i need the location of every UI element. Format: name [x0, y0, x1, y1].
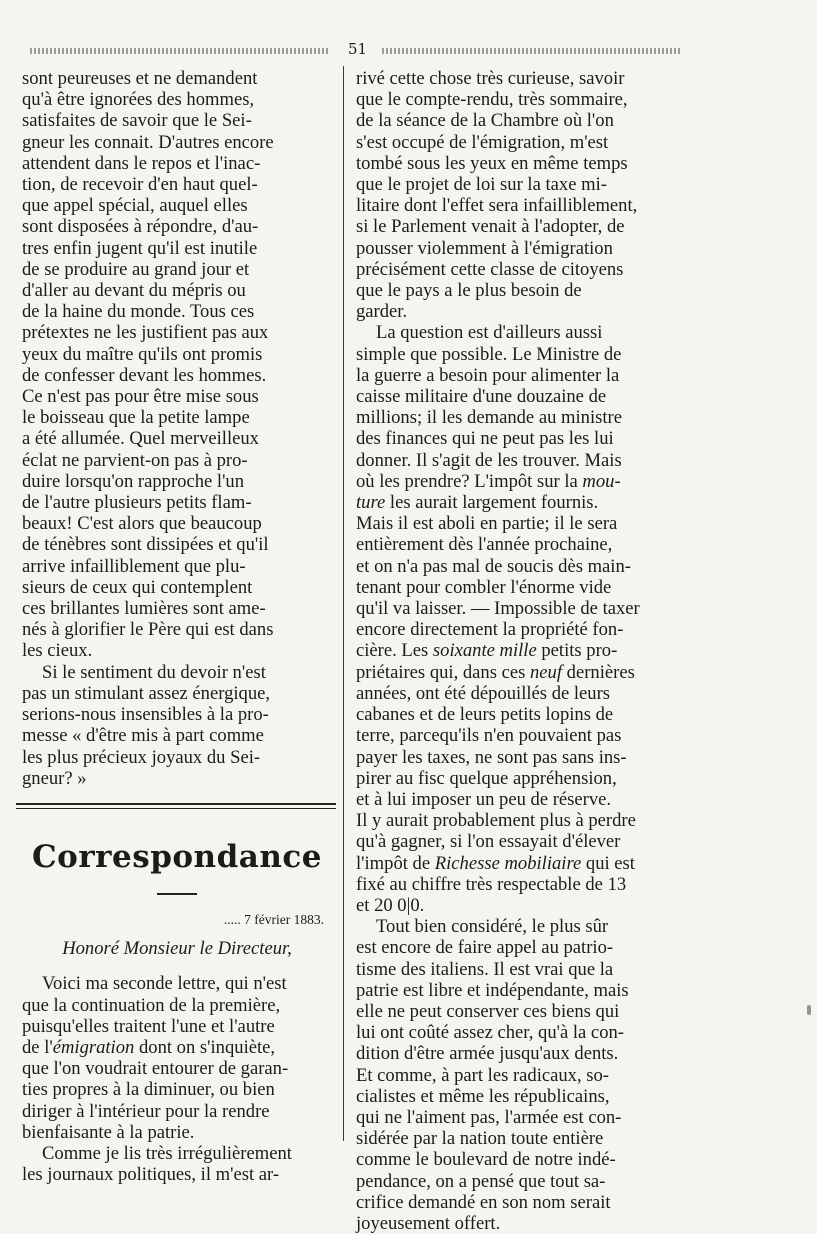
- text-line: [356, 1128, 674, 1149]
- text-line: [356, 195, 674, 216]
- text-run: des finances qui ne peut pas les lui: [356, 428, 614, 450]
- section-rule: [16, 803, 336, 809]
- header-ornament-left: [30, 48, 330, 54]
- text-run: cialistes et même les républicains,: [356, 1085, 610, 1107]
- text-line: [356, 428, 674, 449]
- text-line: Si le sentiment du devoir n'est: [42, 661, 266, 683]
- text-line: nés à glorifier le Père qui est dans: [22, 619, 274, 641]
- text-run: de la séance de la Chambre où l'on: [356, 110, 614, 132]
- text-line: [356, 216, 674, 237]
- text-line: [356, 1065, 674, 1086]
- text-run: encore directement la propriété fon-: [356, 619, 624, 641]
- text-run: Il y aurait probablement plus à perdre: [356, 810, 636, 832]
- text-line: [356, 89, 674, 110]
- italic-run: soixante mille: [432, 640, 537, 662]
- text-line: Comme je lis très irrégulièrement: [42, 1142, 292, 1164]
- text-line: gneur? »: [22, 767, 87, 789]
- text-run: millions; il les demande au ministre: [356, 407, 622, 429]
- text-line: [22, 1079, 332, 1100]
- text-line: [356, 471, 674, 492]
- text-line: [356, 683, 674, 704]
- letter-salutation: Honoré Monsieur le Directeur,: [62, 938, 292, 960]
- text-run: Voici ma seconde lettre, qui n'est: [42, 973, 287, 995]
- text-line: arrive infailliblement que plu-: [22, 555, 246, 577]
- text-line: [356, 768, 674, 789]
- text-line: [356, 365, 674, 386]
- text-line: sieurs de ceux qui contemplent: [22, 576, 253, 598]
- text-run: fixé au chiffre très respectable de 13: [356, 873, 627, 895]
- text-line: [356, 386, 674, 407]
- text-line: [356, 895, 674, 916]
- text-line: [356, 301, 674, 322]
- text-run: garder.: [356, 301, 408, 323]
- text-run: joyeusement offert.: [356, 1212, 501, 1234]
- text-line: éclat ne parvient-on pas à pro-: [22, 449, 248, 471]
- text-run: que le compte-rendu, très sommaire,: [356, 89, 628, 111]
- text-run: où les prendre? L'impôt sur la: [356, 470, 583, 492]
- text-line: [356, 598, 674, 619]
- text-line: [356, 662, 674, 683]
- text-line: [356, 259, 674, 280]
- text-line: [356, 534, 674, 555]
- text-line: [356, 577, 674, 598]
- italic-run: Richesse mobiliaire: [434, 852, 582, 874]
- text-line: les cieux.: [22, 640, 93, 662]
- text-line: [356, 450, 674, 471]
- text-run: terre, parcequ'ils n'en pouvaient pas: [356, 725, 622, 747]
- paragraph: [22, 1143, 332, 1185]
- text-run: bienfaisante à la patrie.: [22, 1121, 195, 1143]
- text-line: [356, 556, 674, 577]
- text-line: beaux! C'est alors que beaucoup: [22, 513, 262, 535]
- text-run: l'impôt de: [356, 852, 435, 874]
- text-run: que l'on voudrait entourer de garan-: [22, 1058, 289, 1080]
- scan-speck: [807, 1005, 811, 1015]
- text-run: rivé cette chose très curieuse, savoir: [356, 68, 625, 89]
- italic-run: émigration: [52, 1036, 135, 1058]
- text-line: [356, 874, 674, 895]
- left-column: [22, 68, 332, 1185]
- letter-date: ..... 7 février 1883.: [223, 911, 324, 927]
- text-line: [356, 1001, 674, 1022]
- text-run: que le pays a le plus besoin de: [356, 280, 582, 302]
- text-line: attendent dans le repos et l'inac-: [22, 152, 261, 174]
- text-line: [356, 280, 674, 301]
- text-line: satisfaites de savoir que le Sei-: [22, 110, 252, 132]
- right-column: [356, 68, 674, 1234]
- text-run: et à lui imposer un peu de réserve.: [356, 788, 612, 810]
- text-line: [356, 174, 674, 195]
- text-line: [356, 619, 674, 640]
- text-line: yeux du maître qu'ils ont promis: [22, 343, 263, 365]
- text-line: prétextes ne les justifient pas aux: [22, 322, 269, 344]
- text-line: [356, 1171, 674, 1192]
- text-line: tion, de recevoir d'en haut quel-: [22, 174, 258, 196]
- page-number: 51: [348, 40, 368, 58]
- text-line: de se produire au grand jour et: [22, 258, 250, 280]
- text-line: [356, 704, 674, 725]
- text-run: La question est d'ailleurs aussi: [376, 322, 603, 344]
- text-run: sidérée par la nation toute entière: [356, 1128, 604, 1150]
- text-line: [356, 937, 674, 958]
- text-run: patrie est libre et indépendante, mais: [356, 979, 629, 1001]
- text-run: simple que possible. Le Ministre de: [356, 343, 622, 365]
- text-line: [356, 1022, 674, 1043]
- text-run: dernières: [562, 661, 635, 683]
- text-run: qui est: [581, 852, 635, 874]
- text-line: de ténèbres sont dissipées et qu'il: [22, 534, 269, 556]
- text-line: [22, 1016, 332, 1037]
- text-line: [356, 153, 674, 174]
- text-line: d'aller au devant du mépris ou: [22, 280, 246, 302]
- text-run: elle ne peut conserver ces biens qui: [356, 1000, 620, 1022]
- text-run: litaire dont l'effet sera infailliblement,: [356, 195, 638, 217]
- text-run: Et comme, à part les radicaux, so-: [356, 1064, 609, 1086]
- paragraph-block: [356, 68, 674, 1234]
- text-line: [356, 492, 674, 513]
- text-line: [356, 725, 674, 746]
- text-run: caisse militaire d'une douzaine de: [356, 386, 607, 408]
- text-run: la guerre a besoin pour alimenter la: [356, 364, 620, 386]
- text-run: si le Parlement venait à l'adopter, de: [356, 216, 625, 238]
- text-run: que le projet de loi sur la taxe mi-: [356, 174, 607, 196]
- text-line: [356, 789, 674, 810]
- text-run: cabanes et de leurs petits lopins de: [356, 704, 614, 726]
- text-line: que appel spécial, auquel elles: [22, 195, 248, 217]
- text-line: ces brillantes lumières sont ame-: [22, 598, 266, 620]
- text-run: crifice demandé en son nom serait: [356, 1191, 611, 1213]
- text-line: pas un stimulant assez énergique,: [22, 682, 271, 704]
- text-line: [22, 1122, 332, 1143]
- text-line: [356, 853, 674, 874]
- text-line: de la haine du monde. Tous ces: [22, 301, 255, 323]
- text-run: tombé sous les yeux en même temps: [356, 152, 628, 174]
- text-run: dont on s'inquiète,: [134, 1036, 276, 1058]
- text-line: [22, 1058, 332, 1079]
- section-heading: Correspondance: [32, 838, 322, 875]
- text-line: [356, 110, 674, 131]
- text-line: de confesser devant les hommes.: [22, 364, 267, 386]
- paragraph: [22, 662, 332, 789]
- text-run: Tout bien considéré, le plus sûr: [376, 916, 609, 938]
- text-line: serions-nous insensibles à la pro-: [22, 704, 269, 726]
- text-run: payer les taxes, ne sont pas sans ins-: [356, 746, 627, 768]
- text-line: messe « d'être mis à part comme: [22, 725, 264, 747]
- text-line: [356, 747, 674, 768]
- text-line: tres enfin jugent qu'il est inutile: [22, 237, 258, 259]
- italic-run: neuf: [530, 661, 563, 683]
- text-line: de l'autre plusieurs petits flam-: [22, 492, 252, 514]
- text-line: gneur les connait. D'autres encore: [22, 131, 274, 153]
- text-run: pendance, on a pensé que tout sa-: [356, 1170, 606, 1192]
- text-run: priétaires qui, dans ces: [356, 661, 530, 683]
- text-line: [356, 132, 674, 153]
- text-run: donner. Il s'agit de les trouver. Mais: [356, 449, 622, 471]
- text-line: les plus précieux joyaux du Sei-: [22, 746, 261, 768]
- text-line: [356, 513, 674, 534]
- text-run: tisme des italiens. Il est vrai que la: [356, 958, 614, 980]
- text-run: ties propres à la diminuer, ou bien: [22, 1079, 275, 1101]
- text-run: années, ont été dépouillés de leurs: [356, 682, 611, 704]
- text-run: entièrement dès l'année prochaine,: [356, 534, 613, 556]
- text-run: petits pro-: [536, 640, 618, 662]
- text-line: [356, 1086, 674, 1107]
- text-line: [356, 1043, 674, 1064]
- italic-run: ture: [356, 492, 386, 514]
- text-line: [356, 407, 674, 428]
- text-run: et on n'a pas mal de soucis dès main-: [356, 555, 631, 577]
- text-run: comme le boulevard de notre indé-: [356, 1149, 616, 1171]
- text-line: [356, 1149, 674, 1170]
- column-divider: [343, 66, 344, 1141]
- text-run: et 20 0|0.: [356, 894, 425, 916]
- text-line: sont peureuses et ne demandent: [22, 68, 258, 89]
- text-run: diriger à l'intérieur pour la rendre: [22, 1100, 270, 1122]
- text-run: dition d'être armée jusqu'aux dents.: [356, 1043, 619, 1065]
- text-line: les journaux politiques, il m'est ar-: [22, 1164, 280, 1186]
- text-run: qu'à gagner, si l'on essayait d'élever: [356, 831, 621, 853]
- italic-run: mou-: [582, 470, 621, 492]
- text-line: [356, 1107, 674, 1128]
- text-line: sont disposées à répondre, d'au-: [22, 216, 259, 238]
- text-line: [22, 973, 332, 994]
- text-line: [22, 1037, 332, 1058]
- text-line: [356, 810, 674, 831]
- text-line: [22, 995, 332, 1016]
- text-line: [22, 1101, 332, 1122]
- text-run: s'est occupé de l'émigration, m'est: [356, 131, 609, 153]
- page-header: [30, 40, 680, 60]
- text-run: lui ont coûté assez cher, qu'à la con-: [356, 1022, 624, 1044]
- text-line: [356, 916, 674, 937]
- text-run: pousser violemment à l'émigration: [356, 237, 613, 259]
- text-line: qu'à être ignorées des hommes,: [22, 89, 255, 111]
- paragraph: [22, 68, 332, 662]
- text-line: [356, 1192, 674, 1213]
- text-line: [356, 959, 674, 980]
- text-line: [356, 238, 674, 259]
- text-line: Ce n'est pas pour être mise sous: [22, 386, 259, 408]
- text-run: de l': [22, 1036, 53, 1058]
- text-run: précisément cette classe de citoyens: [356, 258, 624, 280]
- text-run: tenant pour combler l'énorme vide: [356, 576, 612, 598]
- text-run: Mais il est aboli en partie; il le sera: [356, 513, 618, 535]
- text-line: [356, 344, 674, 365]
- text-run: cière. Les: [356, 640, 433, 662]
- text-run: qu'il va laisser. — Impossible de taxer: [356, 598, 640, 620]
- text-line: [356, 322, 674, 343]
- text-run: qui ne l'aiment pas, l'armée est con-: [356, 1106, 622, 1128]
- header-ornament-right: [382, 48, 680, 54]
- text-run: est encore de faire appel au patrio-: [356, 937, 614, 959]
- text-line: [356, 831, 674, 852]
- heading-underline: [157, 893, 197, 895]
- text-line: [356, 68, 674, 89]
- text-run: les aurait largement fournis.: [385, 492, 599, 514]
- text-line: le boisseau que la petite lampe: [22, 407, 250, 429]
- text-run: puisqu'elles traitent l'une et l'autre: [22, 1015, 275, 1037]
- paragraph: [22, 973, 332, 1143]
- text-line: [356, 640, 674, 661]
- text-line: a été allumée. Quel merveilleux: [22, 428, 259, 450]
- text-line: [356, 980, 674, 1001]
- text-run: que la continuation de la première,: [22, 994, 281, 1016]
- text-line: duire lorsqu'on rapproche l'un: [22, 470, 245, 492]
- text-run: pirer au fisc quelque appréhension,: [356, 767, 617, 789]
